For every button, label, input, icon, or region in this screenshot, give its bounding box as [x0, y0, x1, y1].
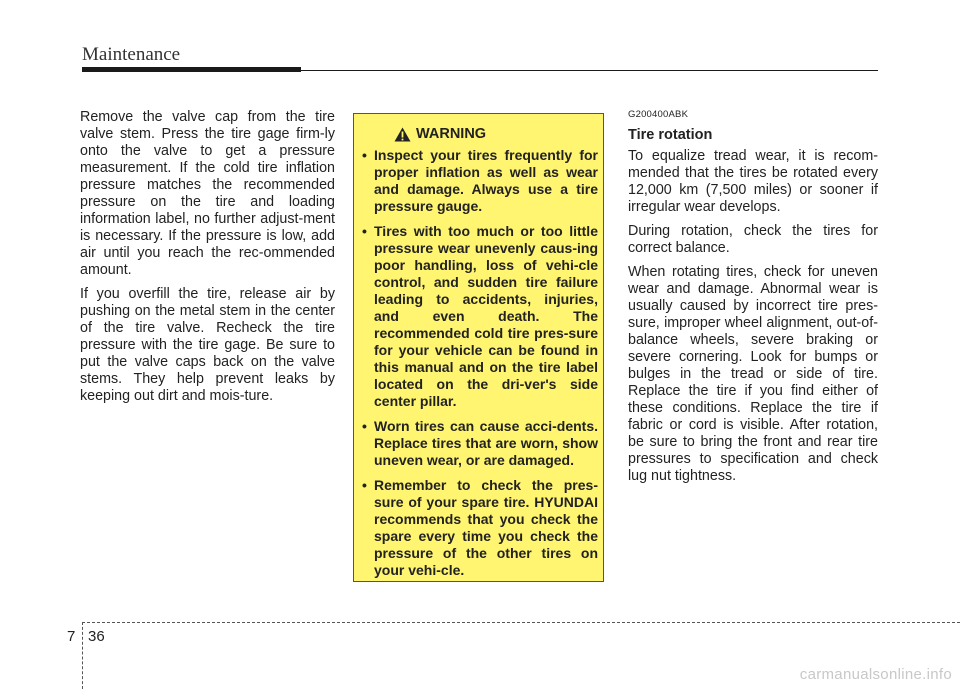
- right-paragraph-1: To equalize tread wear, it is recom-mended that the tires be rotated every 12,000 km (7,500 miles) or sooner if irregular wear develops.: [628, 148, 878, 215]
- header-rule-thin: [300, 70, 878, 71]
- warning-list: [360, 147, 598, 587]
- left-paragraph-1: Remove the valve cap from the tire valve stem. Press the tire gage firm-ly onto the valve to get a pressure measurement. If the cold tire inflation pressure matches the recommended pressure on the tire and loading information label, no further adjust-ment is necessary. If the pressure is low, add air until you reach the rec-ommended amount.: [80, 109, 335, 278]
- bullet-icon: •: [362, 477, 367, 493]
- section-title-header: Maintenance: [82, 44, 181, 65]
- right-paragraph-2: During rotation, check the tires for correct balance.: [628, 223, 878, 256]
- bullet-icon: •: [362, 418, 367, 434]
- footer-rule: [82, 622, 960, 623]
- left-column: [80, 109, 335, 412]
- tire-rotation-heading: Tire rotation: [628, 127, 713, 143]
- section-code: G200400ABK: [628, 109, 689, 120]
- right-column: [628, 109, 878, 492]
- warning-title: WARNING: [416, 126, 487, 142]
- warning-heading: [394, 126, 486, 142]
- warning-triangle-icon: [394, 127, 411, 142]
- right-paragraph-3: When rotating tires, check for uneven wear and damage. Abnormal wear is usually caused by incorrect tire pres-sure, improper wheel alignment, out-of-balance wheels, severe braking or severe cornering. Look for bumps or bulges in the tread or side of tire. Replace the tire if you find either of these conditions. Replace the tire if fabric or cord is visible. After rotation, be sure to bring the front and rear tire pressures to specification and check lug nut tightness.: [628, 264, 878, 484]
- watermark: carmanualsonline.info: [799, 666, 952, 683]
- warning-item: • Tires with too much or too little pressure wear unevenly caus-ing poor handling, loss of vehi-cle control, and sudden tire failure leading to accidents, injuries, and even death. The recommended cold tire pres-sure for your vehicle can be found in this manual and on the tire label located on the dri-ver's side center pillar.: [362, 223, 598, 409]
- warning-item: • Worn tires can cause acci-dents. Replace tires that are worn, show uneven wear, or are damaged.: [362, 418, 598, 468]
- warning-box: [353, 113, 604, 582]
- footer-divider: [82, 622, 83, 689]
- bullet-icon: •: [362, 147, 367, 163]
- chapter-number: 7: [67, 628, 76, 645]
- warning-item: • Inspect your tires frequently for proper inflation as well as wear and damage. Always use a tire pressure gauge.: [362, 147, 598, 214]
- left-paragraph-2: If you overfill the tire, release air by pushing on the metal stem in the center of the tire valve. Recheck the tire pressure with the tire gage. Be sure to put the valve caps back on the valve stems. They help prevent leaks by keeping out dirt and mois-ture.: [80, 286, 335, 404]
- header-rule-thick: [82, 67, 301, 72]
- warning-item: • Remember to check the pres-sure of your spare tire. HYUNDAI recommends that you check the spare every time you check the pressure of the other tires on your vehi-cle.: [362, 477, 598, 578]
- page-number: 36: [88, 628, 105, 645]
- bullet-icon: •: [362, 223, 367, 239]
